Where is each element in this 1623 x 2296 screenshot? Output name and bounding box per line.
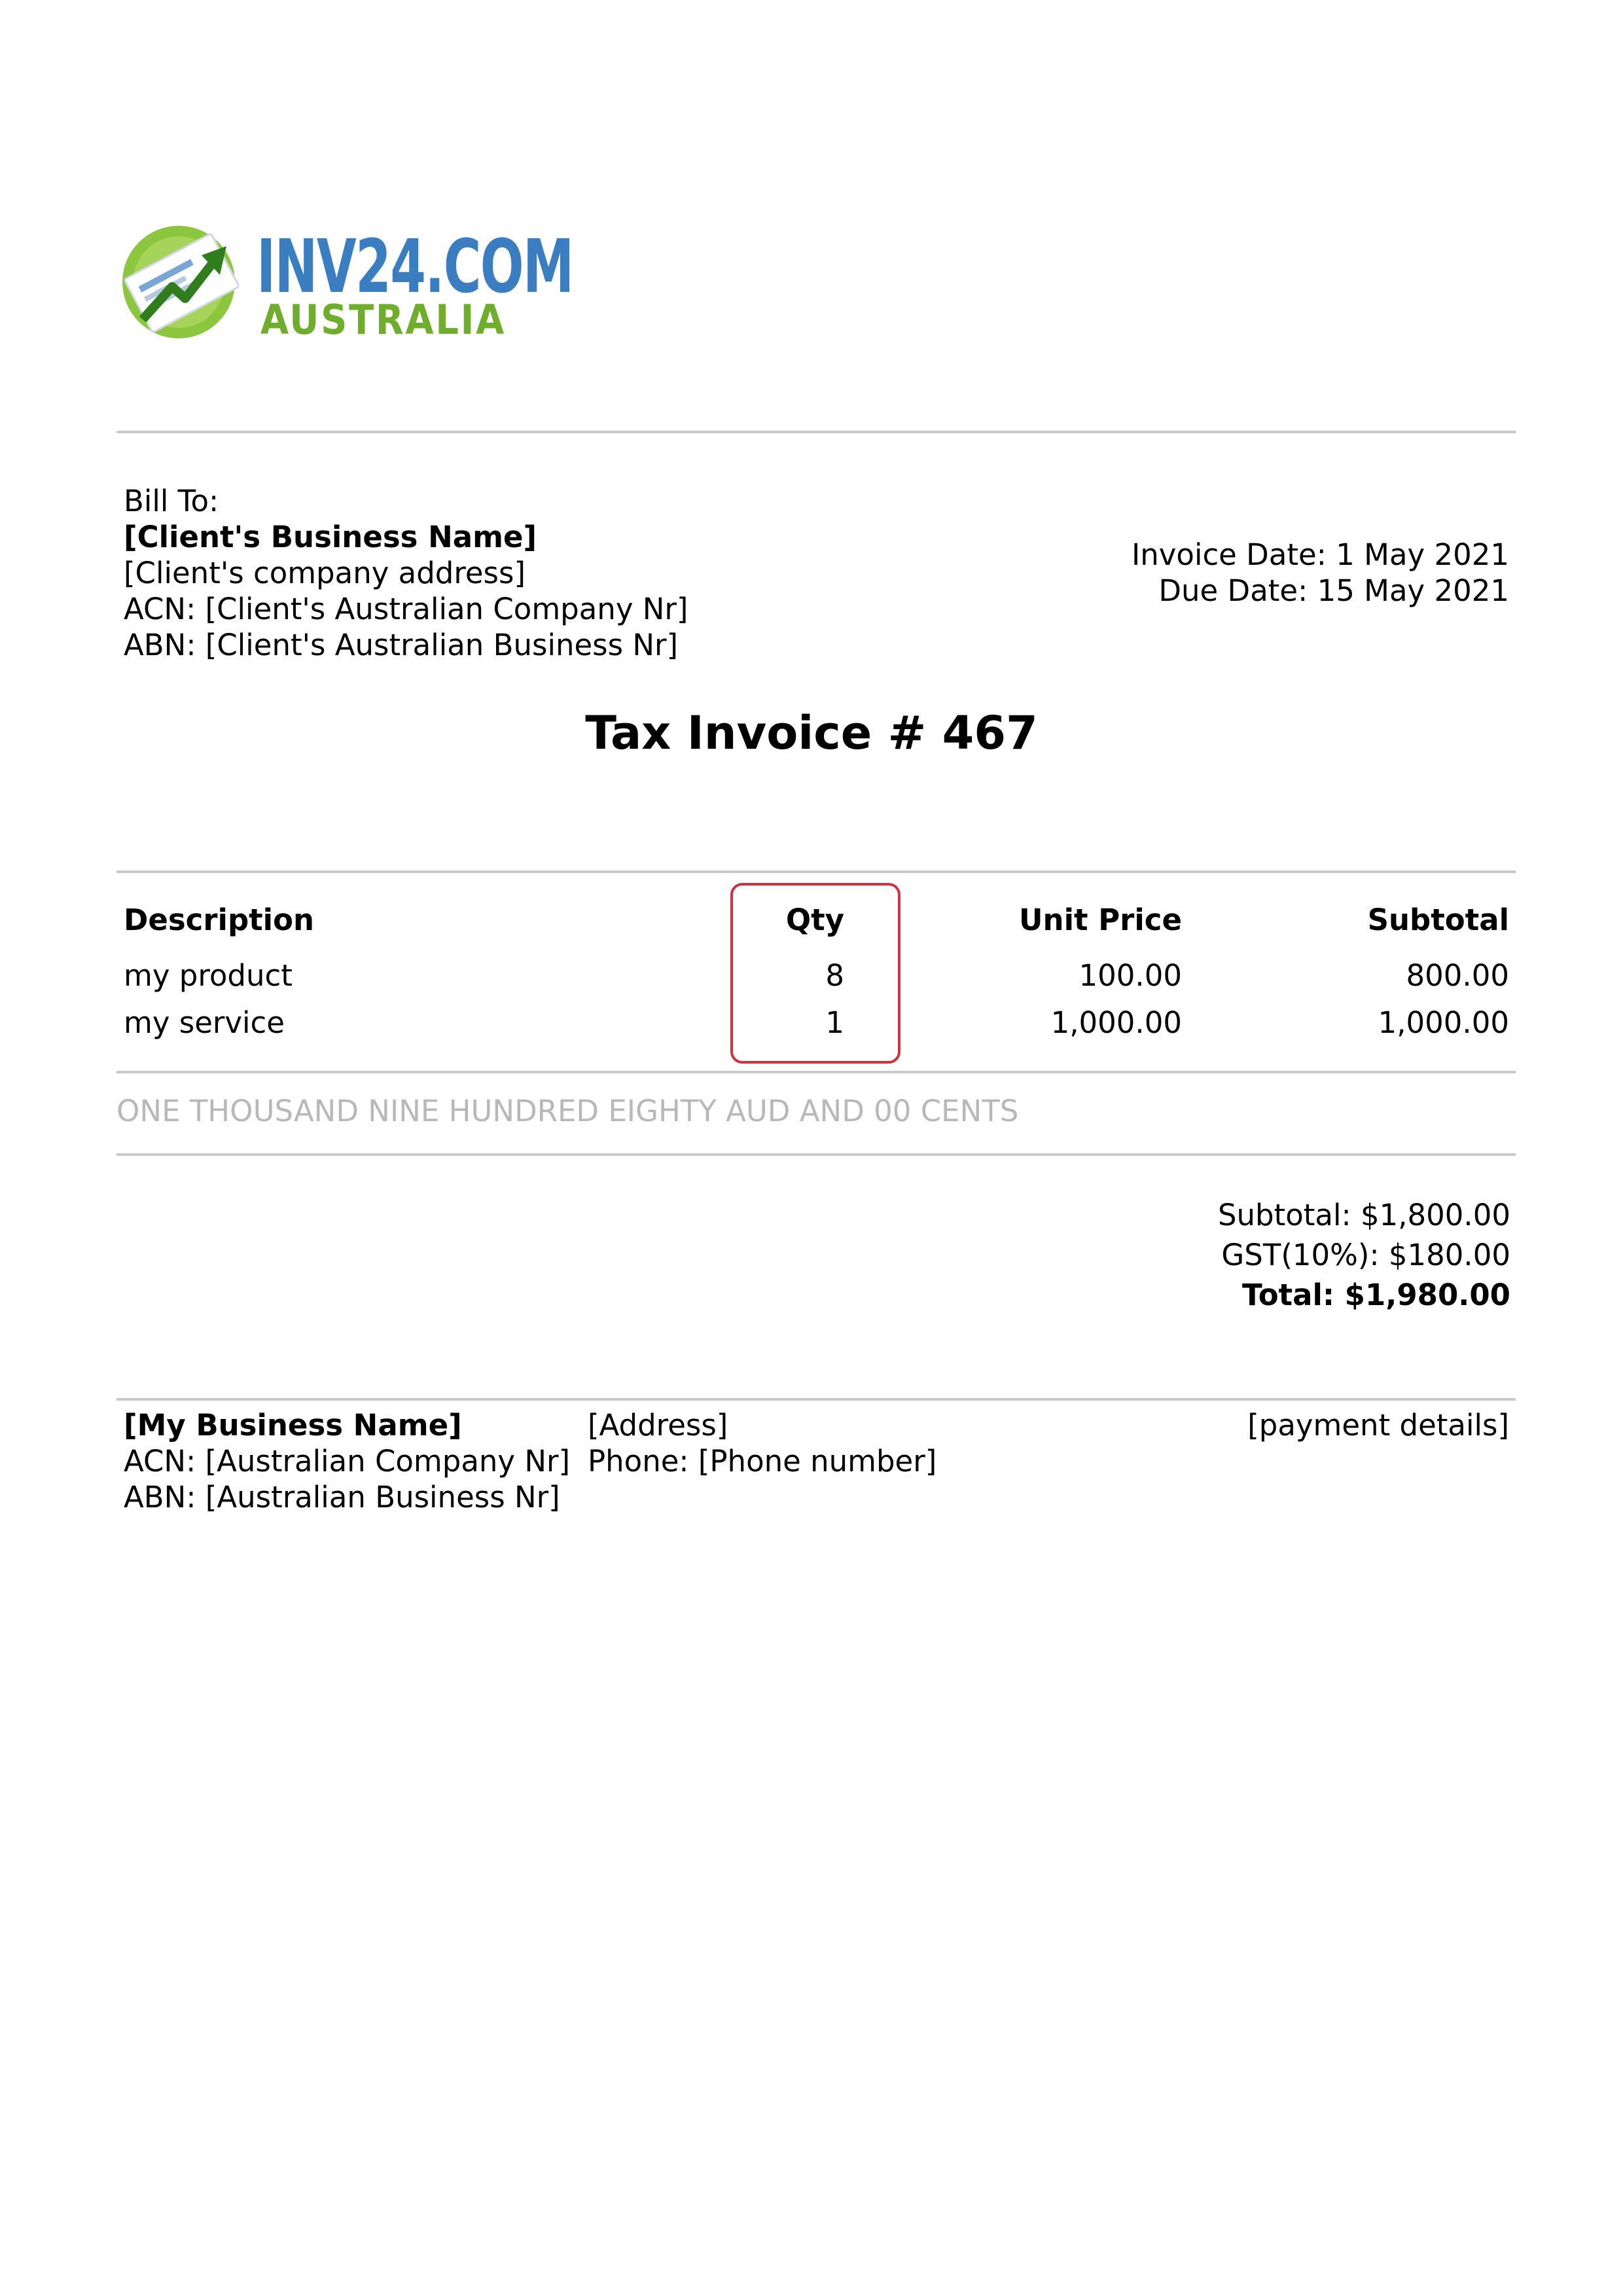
my-abn: ABN: [Australian Business Nr] <box>124 1480 560 1515</box>
payment-details: [payment details] <box>1247 1408 1509 1443</box>
bill-to-label: Bill To: <box>124 484 219 518</box>
subtotal-line: Subtotal: $1,800.00 <box>1217 1198 1510 1232</box>
client-address: [Client's company address] <box>124 556 526 590</box>
my-acn: ACN: [Australian Company Nr] <box>124 1444 571 1479</box>
row-qty: 1 <box>825 1005 844 1040</box>
client-acn: ACN: [Client's Australian Company Nr] <box>124 592 688 626</box>
bill-to-block <box>124 483 688 663</box>
client-abn: ABN: [Client's Australian Business Nr] <box>124 628 679 662</box>
row-description: my product <box>124 958 293 993</box>
due-date: Due Date: 15 May 2021 <box>1158 573 1509 608</box>
logo-wordmark-inv24: INV24.COM <box>257 224 573 310</box>
row-qty: 8 <box>825 958 844 993</box>
table-top-divider <box>116 870 1516 873</box>
row-unit-price: 1,000.00 <box>1050 1005 1182 1040</box>
total-line: Total: $1,980.00 <box>1242 1278 1510 1312</box>
header-subtotal: Subtotal <box>1367 903 1509 937</box>
footer-divider <box>116 1398 1516 1401</box>
row-subtotal: 1,000.00 <box>1378 1005 1509 1040</box>
header-qty: Qty <box>785 903 844 937</box>
row-unit-price: 100.00 <box>1079 958 1182 993</box>
words-divider <box>116 1153 1516 1156</box>
footer-business-info <box>124 1407 570 1515</box>
invoice-title: Tax Invoice # 467 <box>585 706 1038 760</box>
my-business-name: [My Business Name] <box>124 1408 462 1443</box>
row-description: my service <box>124 1005 285 1040</box>
logo-emblem-icon <box>116 215 247 346</box>
gst-line: GST(10%): $180.00 <box>1221 1238 1510 1272</box>
totals-block <box>1218 1195 1510 1315</box>
my-address: [Address] <box>588 1408 728 1443</box>
table-bottom-divider <box>116 1071 1516 1073</box>
invoice-dates <box>1132 537 1509 609</box>
invoice-date: Invoice Date: 1 May 2021 <box>1131 537 1509 572</box>
my-phone: Phone: [Phone number] <box>588 1444 937 1479</box>
amount-in-words: ONE THOUSAND NINE HUNDRED EIGHTY AUD AND 00 CENTS <box>116 1094 1019 1128</box>
footer-contact-info <box>588 1407 936 1479</box>
header-unit-price: Unit Price <box>1019 903 1182 937</box>
footer-payment-info <box>1247 1407 1509 1443</box>
header-divider <box>116 431 1516 433</box>
header-description: Description <box>124 903 315 937</box>
client-business-name: [Client's Business Name] <box>124 520 537 554</box>
logo-wordmark-australia: AUSTRALIA <box>260 296 506 344</box>
row-subtotal: 800.00 <box>1406 958 1509 993</box>
